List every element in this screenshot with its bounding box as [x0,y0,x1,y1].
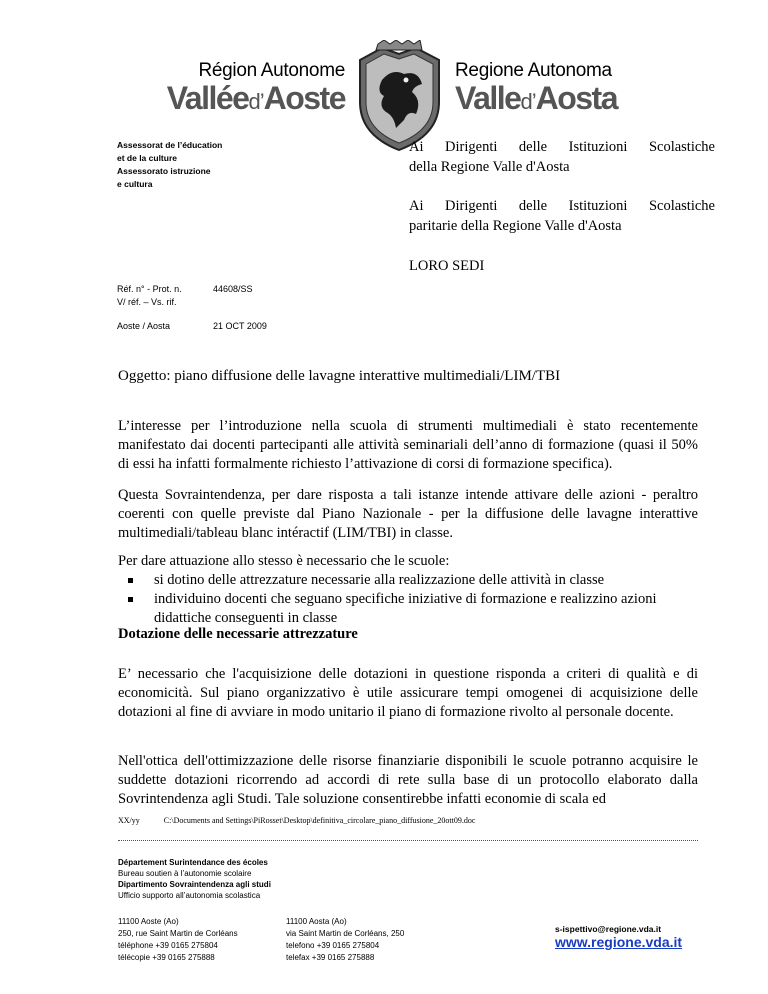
address-line: 250, rue Saint Martin de Corléans [118,929,238,938]
dept-it: Dipartimento Sovraintendenza agli studi [118,880,271,889]
recipient-loro-sedi: LORO SEDI [409,258,485,274]
subject-line: Oggetto: piano diffusione delle lavagne interattive multimediali/LIM/TBI [118,368,561,384]
recipient-line: della Regione Valle d'Aosta [409,159,570,175]
date-value: 21 OCT 2009 [213,321,267,331]
recipient-line: Ai Dirigenti delle Istituzioni Scolastiche [409,198,715,214]
department-block [118,857,271,901]
dept-fr-sub: Bureau soutien à l’autonomie scolaire [118,869,252,878]
address-line: 11100 Aoste (Ao) [118,917,179,926]
assessorat-block [117,139,222,191]
ref-labels [117,283,182,309]
address-italian [286,916,404,964]
place-label: Aoste / Aosta [117,321,171,331]
logo-text-italian [455,60,655,118]
section-heading: Dotazione delle necessarie attrezzature [118,626,358,642]
logo-text-french [150,60,345,118]
requirements-list [118,552,698,628]
dept-fr: Département Surintendance des écoles [118,858,268,867]
recipient-line: Ai Dirigenti delle Istituzioni Scolastiche [409,139,715,155]
logo-line-region-autonome: Région Autonome [198,60,345,81]
file-path: C:\Documents and Settings\PiRosset\Desktop\definitiva_circolare_piano_diffusione_20ott09.doc [163,816,476,825]
assessorat-line: e cultura [117,179,153,189]
address-line: 11100 Aosta (Ao) [286,917,347,926]
assessorat-line: Assessorato istruzione [117,166,211,176]
file-reference [118,816,475,825]
crest-eagle-icon [352,40,447,152]
assessorat-line: et de la culture [117,153,177,163]
address-line: téléphone +39 0165 275804 [118,941,218,950]
address-line: telefax +39 0165 275888 [286,953,375,962]
ref-label: V/ réf. – Vs. rif. [117,297,177,307]
paragraph: Questa Sovraintendenza, per dare risposta a tali istanze intende attivare delle azioni - peraltro coerenti con quelle previste dal Piano Nazionale - per la diffusione delle lavagne interattive multimediali/tableau blanc intéractif (LIM/TBI) in classe. [118,487,698,541]
ref-label: Réf. n° - Prot. n. [117,284,182,294]
list-item: si dotino delle attrezzature necessarie alla realizzazione delle attività in classe [118,571,698,590]
dept-it-sub: Ufficio supporto all’autonomia scolastica [118,891,261,900]
paragraph: Nell'ottica dell'ottimizzazione delle risorse finanziarie disponibili le scuole potranno acquisire le suddette dotazioni ricorrendo ad accordi di rete sulla base di un protocollo elaborato dalla Sovrintendenza agli Studi. Tale soluzione consentirebbe infatti economie di scala ed [118,753,698,807]
address-line: télécopie +39 0165 275888 [118,953,215,962]
list-item: individuino docenti che seguano specifiche iniziative di formazione e realizzino azioni didattiche conseguenti in classe [118,590,698,628]
logo-line-regione-autonoma: Regione Autonoma [455,60,612,81]
address-line: telefono +39 0165 275804 [286,941,380,950]
recipient-line: paritarie della Regione Valle d'Aosta [409,218,622,234]
logo-line-vallee-aoste: Valléed’Aoste [166,80,345,116]
address-french [118,916,238,964]
paragraph: L’interesse per l’introduzione nella scuola di strumenti multimediali è stato recentemente manifestato dai docenti partecipanti alle attività seminariali dell’anno di formazione (quasi il 50% di essi ha infatti formalmente richiesto l’attivazione di corsi di formazione specifica). [118,418,698,472]
paragraph: E’ necessario che l'acquisizione delle dotazioni in questione risponda a criteri di qualità e di economicità. Sul piano organizzativo è utile assicurare tempi omogenei di acquisizione delle dotazioni al fine di avviare in modo unitario il piano di formazione rivolto al personale docente. [118,666,698,720]
assessorat-line: Assessorat de l’éducation [117,140,223,150]
footer-divider [118,840,698,841]
ref-number: 44608/SS [213,284,253,294]
list-intro: Per dare attuazione allo stesso è necessario che le scuole: [118,553,450,569]
logo-line-valle-aosta: Valled’Aosta [455,80,617,116]
address-line: via Saint Martin de Corléans, 250 [286,929,405,938]
email-link[interactable]: s-ispettivo@regione.vda.it [555,924,662,934]
doc-code: XX/yy [118,816,140,825]
website-link[interactable]: www.regione.vda.it [555,934,683,950]
